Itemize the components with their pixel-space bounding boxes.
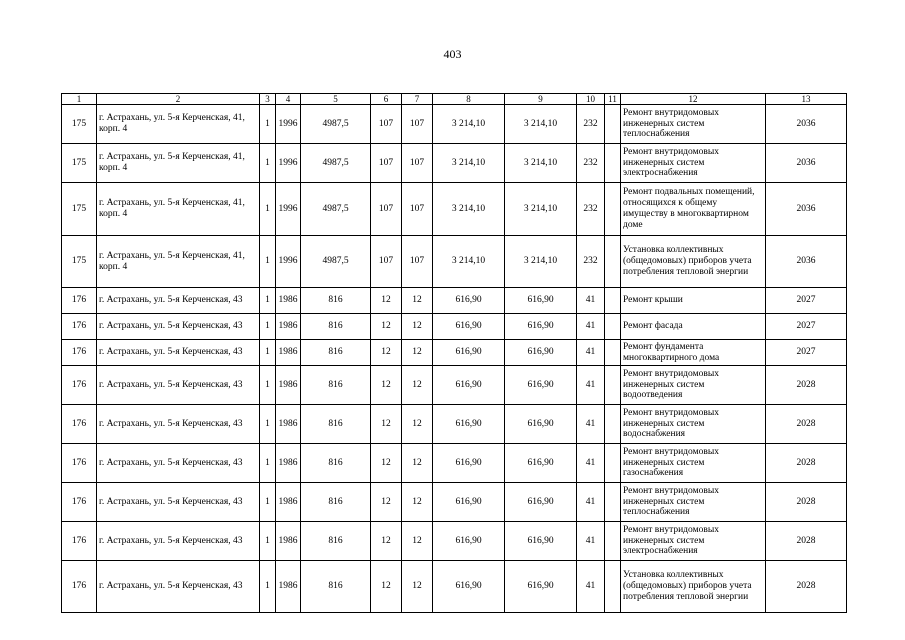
cell-fund-reserve xyxy=(605,144,621,183)
column-number: 9 xyxy=(505,94,577,105)
cell-year-built: 1986 xyxy=(276,483,301,522)
cell-residents: 41 xyxy=(577,483,605,522)
table-row xyxy=(62,522,847,561)
cell-work-type: Ремонт фундамента многоквартирного дома xyxy=(621,340,766,366)
cell-cost-fund: 3 214,10 xyxy=(505,183,577,236)
cell-house-number: 175 xyxy=(62,144,97,183)
cell-apartments-residential: 107 xyxy=(402,105,433,144)
cell-planned-year: 2028 xyxy=(766,366,847,405)
cell-residents: 41 xyxy=(577,314,605,340)
cell-apartments-total: 12 xyxy=(371,522,402,561)
cell-cost-fund: 616,90 xyxy=(505,483,577,522)
cell-line-count: 1 xyxy=(260,288,276,314)
cell-residents: 232 xyxy=(577,236,605,288)
cell-house-number: 175 xyxy=(62,105,97,144)
cell-apartments-residential: 12 xyxy=(402,405,433,444)
cell-work-type: Ремонт фасада xyxy=(621,314,766,340)
cell-address: г. Астрахань, ул. 5-я Керченская, 43 xyxy=(97,483,260,522)
cell-cost-total: 616,90 xyxy=(433,561,505,613)
cell-year-built: 1986 xyxy=(276,366,301,405)
cell-cost-total: 3 214,10 xyxy=(433,183,505,236)
cell-total-area: 816 xyxy=(301,366,371,405)
cell-cost-total: 616,90 xyxy=(433,288,505,314)
cell-year-built: 1986 xyxy=(276,522,301,561)
cell-residents: 41 xyxy=(577,405,605,444)
cell-cost-fund: 3 214,10 xyxy=(505,144,577,183)
cell-house-number: 176 xyxy=(62,561,97,613)
cell-fund-reserve xyxy=(605,561,621,613)
cell-line-count: 1 xyxy=(260,144,276,183)
cell-total-area: 816 xyxy=(301,483,371,522)
cell-apartments-total: 12 xyxy=(371,483,402,522)
cell-planned-year: 2028 xyxy=(766,483,847,522)
cell-total-area: 816 xyxy=(301,405,371,444)
cell-work-type: Ремонт внутридомовых инженерных систем электроснабжения xyxy=(621,144,766,183)
cell-apartments-total: 12 xyxy=(371,366,402,405)
cell-line-count: 1 xyxy=(260,105,276,144)
cell-address: г. Астрахань, ул. 5-я Керченская, 43 xyxy=(97,522,260,561)
cell-work-type: Ремонт внутридомовых инженерных систем теплоснабжения xyxy=(621,105,766,144)
cell-residents: 41 xyxy=(577,366,605,405)
cell-total-area: 816 xyxy=(301,444,371,483)
cell-apartments-residential: 12 xyxy=(402,483,433,522)
cell-apartments-total: 107 xyxy=(371,183,402,236)
cell-cost-fund: 616,90 xyxy=(505,288,577,314)
cell-line-count: 1 xyxy=(260,405,276,444)
cell-house-number: 175 xyxy=(62,236,97,288)
table-row xyxy=(62,340,847,366)
cell-work-type: Ремонт внутридомовых инженерных систем электроснабжения xyxy=(621,522,766,561)
cell-fund-reserve xyxy=(605,183,621,236)
cell-residents: 41 xyxy=(577,288,605,314)
cell-planned-year: 2027 xyxy=(766,288,847,314)
cell-house-number: 176 xyxy=(62,366,97,405)
table-row xyxy=(62,144,847,183)
cell-fund-reserve xyxy=(605,340,621,366)
page-number: 403 xyxy=(443,47,462,61)
cell-year-built: 1986 xyxy=(276,340,301,366)
cell-total-area: 816 xyxy=(301,340,371,366)
column-number: 11 xyxy=(605,94,621,105)
cell-address: г. Астрахань, ул. 5-я Керченская, 41, корп. 4 xyxy=(97,183,260,236)
cell-house-number: 176 xyxy=(62,340,97,366)
column-number: 2 xyxy=(97,94,260,105)
cell-line-count: 1 xyxy=(260,314,276,340)
cell-line-count: 1 xyxy=(260,444,276,483)
cell-address: г. Астрахань, ул. 5-я Керченская, 41, корп. 4 xyxy=(97,144,260,183)
cell-residents: 232 xyxy=(577,183,605,236)
column-number: 8 xyxy=(433,94,505,105)
cell-apartments-residential: 12 xyxy=(402,561,433,613)
cell-cost-fund: 616,90 xyxy=(505,561,577,613)
cell-address: г. Астрахань, ул. 5-я Керченская, 41, корп. 4 xyxy=(97,236,260,288)
cell-residents: 41 xyxy=(577,522,605,561)
table-row xyxy=(62,561,847,613)
cell-year-built: 1986 xyxy=(276,288,301,314)
table-row xyxy=(62,483,847,522)
table-row xyxy=(62,314,847,340)
cell-cost-total: 3 214,10 xyxy=(433,144,505,183)
register-table xyxy=(61,93,847,613)
cell-fund-reserve xyxy=(605,288,621,314)
cell-house-number: 175 xyxy=(62,183,97,236)
cell-cost-total: 616,90 xyxy=(433,340,505,366)
cell-year-built: 1986 xyxy=(276,405,301,444)
cell-house-number: 176 xyxy=(62,483,97,522)
cell-apartments-residential: 12 xyxy=(402,444,433,483)
cell-work-type: Установка коллективных (общедомовых) приборов учета потребления тепловой энергии xyxy=(621,236,766,288)
cell-cost-total: 616,90 xyxy=(433,522,505,561)
cell-residents: 232 xyxy=(577,105,605,144)
column-number: 10 xyxy=(577,94,605,105)
cell-apartments-total: 107 xyxy=(371,236,402,288)
cell-cost-fund: 616,90 xyxy=(505,405,577,444)
cell-apartments-total: 107 xyxy=(371,144,402,183)
cell-residents: 232 xyxy=(577,144,605,183)
cell-fund-reserve xyxy=(605,444,621,483)
cell-planned-year: 2028 xyxy=(766,444,847,483)
cell-apartments-residential: 12 xyxy=(402,288,433,314)
cell-fund-reserve xyxy=(605,366,621,405)
table-row xyxy=(62,405,847,444)
cell-planned-year: 2036 xyxy=(766,105,847,144)
table-row xyxy=(62,366,847,405)
cell-apartments-residential: 12 xyxy=(402,314,433,340)
cell-cost-fund: 616,90 xyxy=(505,444,577,483)
column-number: 6 xyxy=(371,94,402,105)
cell-apartments-residential: 12 xyxy=(402,522,433,561)
cell-line-count: 1 xyxy=(260,561,276,613)
column-number: 3 xyxy=(260,94,276,105)
cell-total-area: 816 xyxy=(301,522,371,561)
cell-year-built: 1986 xyxy=(276,561,301,613)
cell-planned-year: 2036 xyxy=(766,183,847,236)
cell-work-type: Ремонт внутридомовых инженерных систем водоснабжения xyxy=(621,405,766,444)
column-number: 5 xyxy=(301,94,371,105)
cell-house-number: 176 xyxy=(62,522,97,561)
cell-cost-total: 3 214,10 xyxy=(433,105,505,144)
cell-line-count: 1 xyxy=(260,366,276,405)
cell-house-number: 176 xyxy=(62,405,97,444)
cell-address: г. Астрахань, ул. 5-я Керченская, 43 xyxy=(97,444,260,483)
cell-house-number: 176 xyxy=(62,288,97,314)
cell-year-built: 1996 xyxy=(276,236,301,288)
column-number-row xyxy=(62,94,847,105)
cell-work-type: Ремонт внутридомовых инженерных систем газоснабжения xyxy=(621,444,766,483)
cell-apartments-total: 12 xyxy=(371,288,402,314)
column-number: 13 xyxy=(766,94,847,105)
cell-cost-total: 616,90 xyxy=(433,483,505,522)
cell-work-type: Ремонт внутридомовых инженерных систем теплоснабжения xyxy=(621,483,766,522)
cell-line-count: 1 xyxy=(260,183,276,236)
cell-cost-fund: 616,90 xyxy=(505,522,577,561)
cell-fund-reserve xyxy=(605,522,621,561)
cell-work-type: Установка коллективных (общедомовых) приборов учета потребления тепловой энергии xyxy=(621,561,766,613)
cell-fund-reserve xyxy=(605,405,621,444)
cell-fund-reserve xyxy=(605,105,621,144)
cell-address: г. Астрахань, ул. 5-я Керченская, 43 xyxy=(97,340,260,366)
cell-residents: 41 xyxy=(577,561,605,613)
cell-total-area: 4987,5 xyxy=(301,236,371,288)
cell-line-count: 1 xyxy=(260,483,276,522)
cell-year-built: 1986 xyxy=(276,314,301,340)
cell-cost-fund: 616,90 xyxy=(505,366,577,405)
cell-planned-year: 2027 xyxy=(766,314,847,340)
cell-cost-fund: 616,90 xyxy=(505,314,577,340)
cell-apartments-total: 12 xyxy=(371,314,402,340)
cell-total-area: 816 xyxy=(301,561,371,613)
cell-year-built: 1996 xyxy=(276,105,301,144)
cell-address: г. Астрахань, ул. 5-я Керченская, 43 xyxy=(97,561,260,613)
cell-address: г. Астрахань, ул. 5-я Керченская, 43 xyxy=(97,405,260,444)
cell-planned-year: 2036 xyxy=(766,236,847,288)
cell-line-count: 1 xyxy=(260,340,276,366)
column-number: 4 xyxy=(276,94,301,105)
cell-line-count: 1 xyxy=(260,522,276,561)
cell-total-area: 4987,5 xyxy=(301,105,371,144)
cell-year-built: 1996 xyxy=(276,183,301,236)
cell-cost-total: 616,90 xyxy=(433,444,505,483)
table-row xyxy=(62,288,847,314)
cell-work-type: Ремонт крыши xyxy=(621,288,766,314)
cell-apartments-total: 12 xyxy=(371,444,402,483)
cell-residents: 41 xyxy=(577,340,605,366)
cell-address: г. Астрахань, ул. 5-я Керченская, 43 xyxy=(97,288,260,314)
cell-house-number: 176 xyxy=(62,314,97,340)
cell-year-built: 1996 xyxy=(276,144,301,183)
cell-apartments-total: 12 xyxy=(371,340,402,366)
cell-total-area: 816 xyxy=(301,288,371,314)
cell-apartments-residential: 12 xyxy=(402,340,433,366)
cell-line-count: 1 xyxy=(260,236,276,288)
column-number: 12 xyxy=(621,94,766,105)
cell-work-type: Ремонт подвальных помещений, относящихся к общему имуществу в многоквартирном доме xyxy=(621,183,766,236)
cell-address: г. Астрахань, ул. 5-я Керченская, 43 xyxy=(97,366,260,405)
table-row xyxy=(62,444,847,483)
column-number: 1 xyxy=(62,94,97,105)
cell-total-area: 4987,5 xyxy=(301,183,371,236)
column-number: 7 xyxy=(402,94,433,105)
table-row xyxy=(62,236,847,288)
cell-apartments-total: 12 xyxy=(371,405,402,444)
cell-work-type: Ремонт внутридомовых инженерных систем водоотведения xyxy=(621,366,766,405)
cell-total-area: 4987,5 xyxy=(301,144,371,183)
cell-apartments-residential: 12 xyxy=(402,366,433,405)
cell-apartments-residential: 107 xyxy=(402,144,433,183)
cell-cost-total: 616,90 xyxy=(433,405,505,444)
cell-planned-year: 2028 xyxy=(766,522,847,561)
cell-planned-year: 2036 xyxy=(766,144,847,183)
cell-address: г. Астрахань, ул. 5-я Керченская, 41, корп. 4 xyxy=(97,105,260,144)
cell-house-number: 176 xyxy=(62,444,97,483)
cell-cost-fund: 616,90 xyxy=(505,340,577,366)
cell-cost-total: 616,90 xyxy=(433,366,505,405)
cell-cost-total: 3 214,10 xyxy=(433,236,505,288)
cell-planned-year: 2028 xyxy=(766,561,847,613)
cell-fund-reserve xyxy=(605,236,621,288)
cell-apartments-residential: 107 xyxy=(402,183,433,236)
table-row xyxy=(62,183,847,236)
cell-cost-total: 616,90 xyxy=(433,314,505,340)
cell-planned-year: 2027 xyxy=(766,340,847,366)
cell-address: г. Астрахань, ул. 5-я Керченская, 43 xyxy=(97,314,260,340)
cell-apartments-total: 107 xyxy=(371,105,402,144)
cell-cost-fund: 3 214,10 xyxy=(505,236,577,288)
cell-total-area: 816 xyxy=(301,314,371,340)
cell-residents: 41 xyxy=(577,444,605,483)
cell-apartments-total: 12 xyxy=(371,561,402,613)
cell-year-built: 1986 xyxy=(276,444,301,483)
cell-cost-fund: 3 214,10 xyxy=(505,105,577,144)
cell-apartments-residential: 107 xyxy=(402,236,433,288)
cell-fund-reserve xyxy=(605,314,621,340)
table-row xyxy=(62,105,847,144)
cell-fund-reserve xyxy=(605,483,621,522)
cell-planned-year: 2028 xyxy=(766,405,847,444)
